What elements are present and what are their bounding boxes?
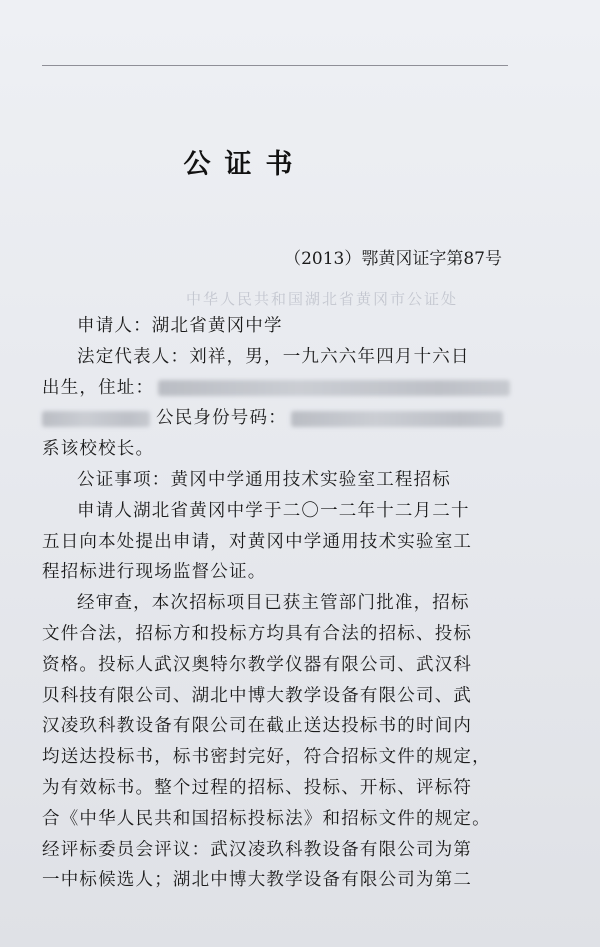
body-line-text: 程招标进行现场监督公证。 [42,562,267,583]
body-line-text: 经审查，本次招标项目已获主管部门批准，招标 [77,593,470,614]
document-title: 公证书 [183,149,307,180]
body-line-text: 贝科技有限公司、湖北中博大教学设备有限公司、武 [42,685,473,706]
body-line [77,312,283,337]
body-line [42,866,472,891]
body-line [77,343,470,368]
body-line-text: 资格。投标人武汉奥特尔教学仪器有限公司、武汉科 [42,654,473,675]
body-line [42,774,472,799]
body-line-text: 五日向本处提出申请，对黄冈中学通用技术实验室工 [42,531,473,552]
body-line-text: 法定代表人：刘祥，男，一九六六年四月十六日 [77,346,470,367]
header-rule [42,65,508,66]
body-line [77,466,451,491]
body-line [42,528,472,553]
body-line-text: 一中标候选人；湖北中博大教学设备有限公司为第二 [42,870,473,891]
redacted-field [158,380,510,396]
body-line [42,558,266,583]
body-line-text: 出生，住址： [42,377,155,398]
body-line-text: 合《中华人民共和国招标投标法》和招标文件的规定。 [42,808,491,829]
body-line [42,435,154,460]
body-line-text: 申请人湖北省黄冈中学于二〇一二年十二月二十 [77,500,470,521]
body-line-text: 为有效标书。整个过程的招标、投标、开标、评标符 [42,778,473,798]
body-line [77,497,470,522]
redacted-field [291,411,503,427]
body-line-text: 申请人：湖北省黄冈中学 [77,316,283,336]
certificate-number: （2013）鄂黄冈证字第87号 [284,249,502,269]
body-line-text: 均送达投标书，标书密封完好，符合招标文件的规定， [42,747,491,768]
body-line [77,589,470,614]
body-line-text: 文件合法，招标方和投标方均具有合法的招标、投标 [42,624,473,644]
body-line-text: 系该校校长。 [42,439,155,460]
body-line [42,836,472,861]
body-line-text: 公证事项：黄冈中学通用技术实验室工程招标 [77,470,451,490]
body-line-text: 汉凌玖科教设备有限公司在截止送达投标书的时间内 [42,716,473,737]
body-line [42,620,472,645]
body-line [42,682,472,707]
body-line [42,743,491,768]
body-line [42,651,472,676]
bleed-through-text: 中华人民共和国湖北省黄冈市公证处 [186,290,459,308]
redacted-field [42,411,150,427]
body-line [42,712,472,737]
body-line [42,404,503,429]
body-line-text: 公民身份号码： [156,408,287,429]
body-line [42,805,491,830]
body-line [42,374,510,399]
body-line-text: 经评标委员会评议：武汉凌玖科教设备有限公司为第 [42,839,473,860]
